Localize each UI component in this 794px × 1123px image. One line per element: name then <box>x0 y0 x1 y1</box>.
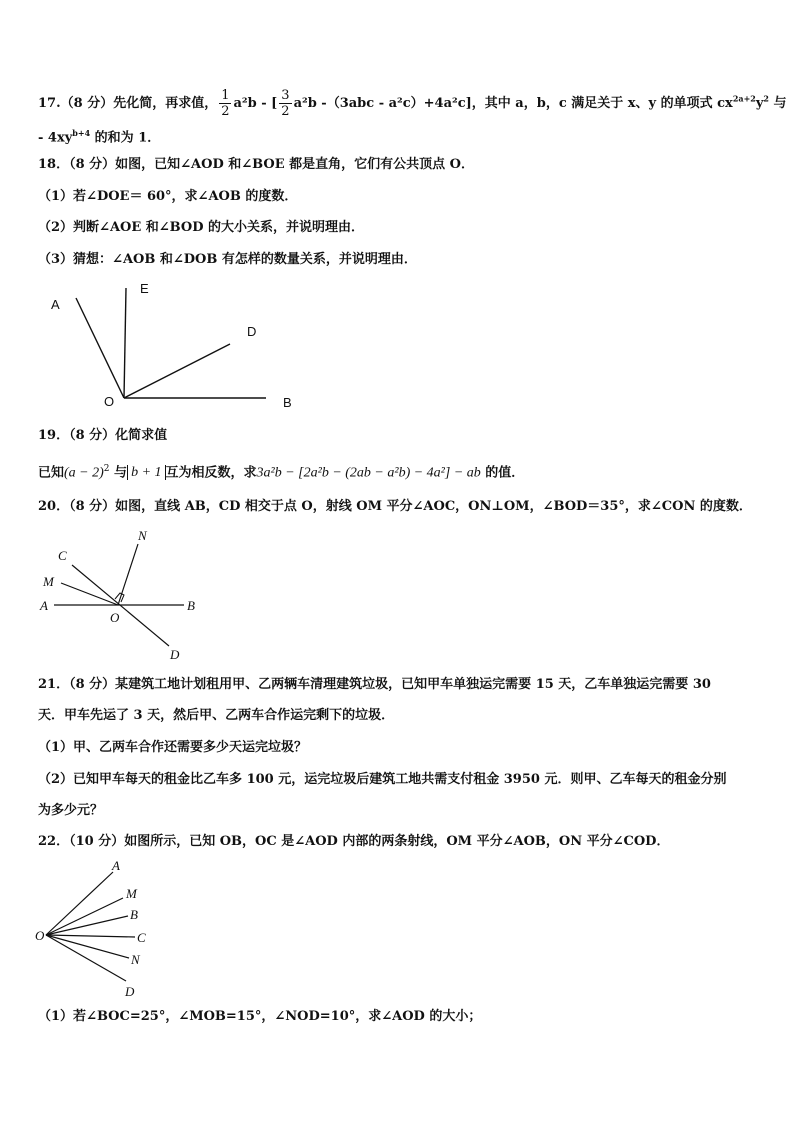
label-c: C <box>58 548 67 563</box>
q21-part2-line1: （2）已知甲车每天的租金比乙车多 100 元，运完垃圾后建筑工地共需支付租金 3950 元．则甲、乙车每天的租金分别 <box>38 772 727 787</box>
q18-part2: （2）判断∠AOE 和∠BOD 的大小关系，并说明理由． <box>38 220 365 235</box>
q20-figure <box>34 524 214 666</box>
ray-ob <box>46 916 128 935</box>
ray-on <box>118 544 138 605</box>
q21-line1: 21．（8 分）某建筑工地计划租用甲、乙两辆车清理建筑垃圾，已知甲车单独运完需要 15 天，乙车单独运完需要 30 <box>38 677 711 692</box>
q17-line2-suffix: 的和为 1． <box>90 130 161 146</box>
q19-square-exp: 2 <box>103 464 110 474</box>
q17-term1: a²b - [ <box>233 96 278 111</box>
q22-stem: 22．（10 分）如图所示，已知 OB，OC 是∠AOD 内部的两条射线，OM 平分∠AOB，ON 平分∠COD． <box>38 834 670 849</box>
q17-exp3: b+4 <box>72 128 91 138</box>
q17-fraction-three-halves: $\frac{3}{2}$ <box>281 88 290 119</box>
q19-mid1: 与 <box>109 465 128 481</box>
q17-exp2: 2 <box>763 93 769 104</box>
label-b: B <box>130 907 138 922</box>
q19-abs-value: b + 1 <box>127 465 165 480</box>
q17-term2: a²b -（3abc - a²c）+4a²c]，其中 a，b，c 满足关于 x、y 的单项式 cx <box>293 96 733 111</box>
q17-exp1: 2a+2 <box>732 93 756 104</box>
label-a: A <box>112 858 120 873</box>
q19-stem: 19．（8 分）化简求值 <box>38 428 168 443</box>
label-n: N <box>131 952 140 967</box>
q17-line2-prefix: - 4xy <box>38 130 73 146</box>
q22-figure <box>32 855 172 1003</box>
label-a: A <box>40 598 48 613</box>
q18-part3: （3）猜想：∠AOB 和∠DOB 有怎样的数量关系，并说明理由． <box>38 252 417 267</box>
ray-oa <box>76 298 124 398</box>
ray-oc <box>46 935 135 937</box>
q17-fraction-half: $\frac{1}{2}$ <box>221 88 230 119</box>
q17-line2 <box>38 124 766 147</box>
ray-om <box>61 583 118 605</box>
label-d: D <box>247 324 257 339</box>
ray-od <box>46 935 126 981</box>
q21-part2-line2: 为多少元？ <box>38 803 104 818</box>
q22-part1: （1）若∠BOC=25°，∠MOB=15°，∠NOD=10°，求∠AOD 的大小； <box>38 1009 482 1024</box>
q19-mid2: 互为相反数，求 <box>165 465 257 481</box>
q20-stem: 20．（8 分）如图，直线 AB，CD 相交于点 O，射线 OM 平分∠AOC，ON⊥OM，∠BOD＝35°，求∠CON 的度数． <box>38 499 752 514</box>
ray-on <box>46 935 129 958</box>
q17-term3: y <box>755 96 764 111</box>
q21-part1: （1）甲、乙两车合作还需要多少天运完垃圾？ <box>38 740 308 755</box>
q18-figure <box>40 278 320 413</box>
ray-oa <box>46 872 113 935</box>
label-o: O <box>35 928 45 943</box>
q19-post: 的值． <box>480 465 525 481</box>
label-c: C <box>137 930 146 945</box>
q19-expression: 3a²b − [2a²b − (2ab − a²b) − 4a²] − ab <box>256 465 481 481</box>
q17-line1 <box>38 88 787 119</box>
q19-condition <box>38 460 766 482</box>
ray-od <box>124 344 230 398</box>
ray-oe <box>124 288 126 398</box>
ray-om <box>46 898 123 935</box>
label-d: D <box>125 984 135 999</box>
q19-square-base: (a − 2) <box>64 465 104 481</box>
q21-line2: 天．甲车先运了 3 天，然后甲、乙两车合作运完剩下的垃圾． <box>38 708 395 723</box>
label-o: O <box>110 610 120 625</box>
label-m: M <box>43 574 54 589</box>
label-d: D <box>170 647 180 662</box>
label-b: B <box>187 598 195 613</box>
label-o: O <box>104 394 115 409</box>
label-a: A <box>51 297 60 312</box>
label-e: E <box>140 281 149 296</box>
q18-stem: 18．（8 分）如图，已知∠AOD 和∠BOE 都是直角，它们有公共顶点 O． <box>38 157 474 172</box>
label-n: N <box>138 528 147 543</box>
q17-prefix: 17.（8 分）先化简，再求值， <box>38 96 218 111</box>
label-m: M <box>126 886 137 901</box>
q17-suffix: 与 <box>768 96 787 111</box>
q19-pre: 已知 <box>38 465 65 481</box>
label-b: B <box>283 395 292 410</box>
q18-part1: （1）若∠DOE＝ 60°，求∠AOB 的度数． <box>38 189 298 204</box>
